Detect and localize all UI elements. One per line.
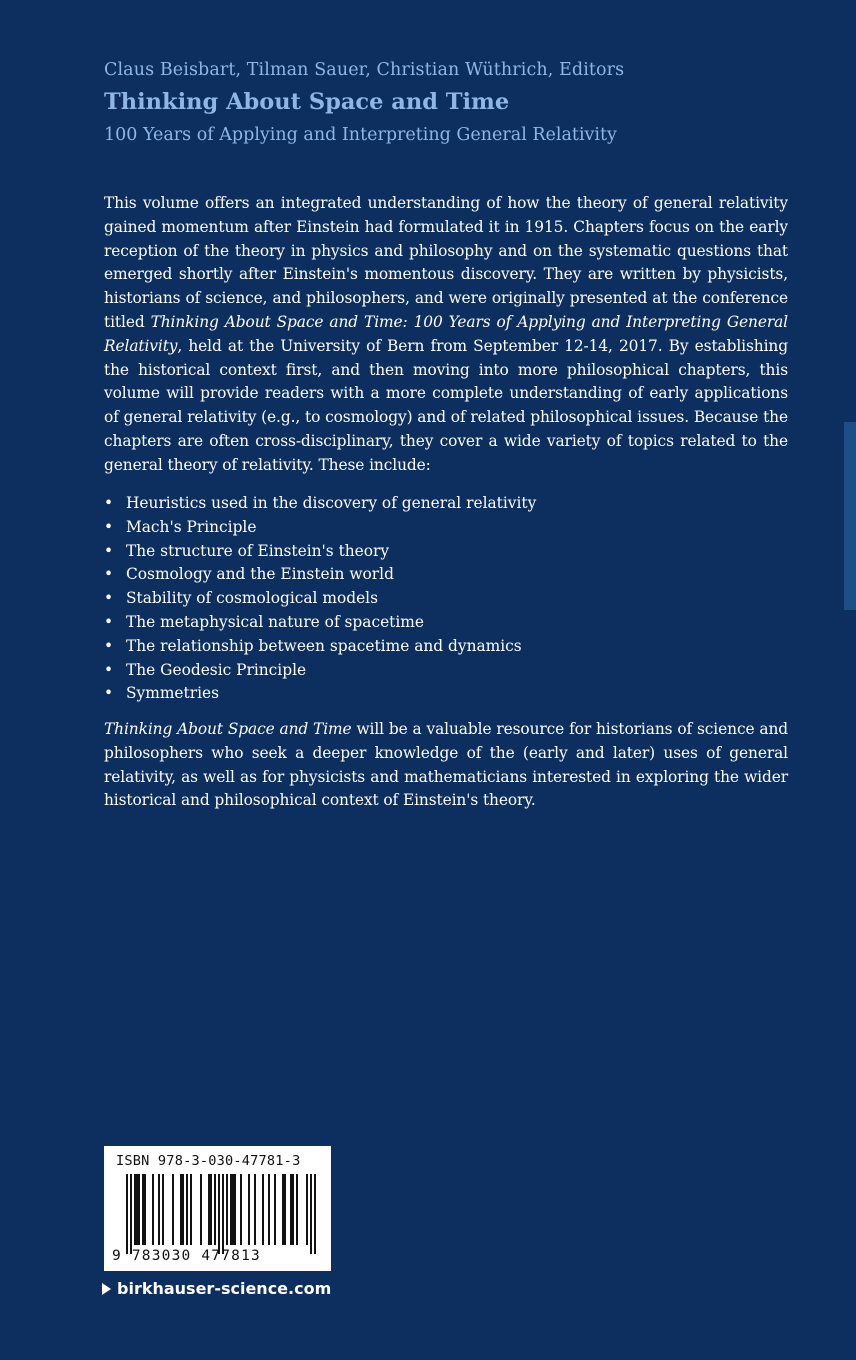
bullet-icon: • [104,660,114,679]
topic-text: Symmetries [126,684,220,703]
topic-text: Mach's Principle [126,517,257,536]
barcode-bar [210,1174,212,1245]
book-subtitle: 100 Years of Applying and Interpreting General Relativity [104,125,617,145]
barcode-bar [126,1174,128,1254]
barcode-bar [152,1174,154,1245]
barcode-bar [182,1174,184,1245]
conference-title: Thinking About Space and Time: 100 Years of Applying and Interpreting General Relativity [104,312,788,355]
barcode-bar [186,1174,188,1245]
barcode-bar [290,1174,292,1245]
topics-list [104,492,536,706]
barcode-bar [158,1174,160,1245]
barcode-bar [284,1174,286,1245]
barcode-bar [310,1174,312,1254]
topic-item [104,540,536,564]
barcode-bar [240,1174,242,1245]
topic-item [104,587,536,611]
topic-item [104,635,536,659]
topic-item [104,516,536,540]
barcode-bar [292,1174,294,1245]
bullet-icon: • [104,684,114,703]
edge-color-strip [844,422,856,610]
topic-item [104,611,536,635]
topic-text: The structure of Einstein's theory [126,541,390,560]
barcode-bar [134,1174,136,1245]
barcode-bar [142,1174,144,1245]
description-paragraph [104,192,788,478]
barcode-bar [226,1174,228,1245]
closing-text: will be a valuable resource for historians of science and philosophers who seek a deeper knowledge of the (early and later) uses of general relativity, as well as for physicists and mathematicians interested in exploring the wider historical and philosophical context of Einstein's theory. [104,720,789,810]
topic-item [104,492,536,516]
barcode-bar [200,1174,202,1245]
topic-item [104,563,536,587]
bullet-icon: • [104,565,114,584]
barcode-bar [314,1174,316,1254]
topic-text: Heuristics used in the discovery of general relativity [126,494,537,512]
topic-text: The metaphysical nature of spacetime [126,612,424,631]
barcode-bar [162,1174,164,1245]
description-text: This volume offers an integrated understanding of how the theory of general relativity gained momentum after Einstein had formulated it in 1915. Chapters focus on the early reception of the theory in physics and philosophy and on the systematic questions that emerged shortly after Einstein's momentous discovery. They are written by physicists, historians of science, and philosophers, and were originally presented at the conference titled [104,194,788,331]
isbn-barcode [104,1146,331,1271]
barcode-bar [172,1174,174,1245]
book-title: Thinking About Space and Time [104,89,510,115]
topic-text: The relationship between spacetime and dynamics [126,636,522,655]
topic-item [104,659,536,683]
barcode-bar [296,1174,298,1245]
closing-book-title: Thinking About Space and Time [104,720,352,738]
barcode-bar [282,1174,284,1245]
bullet-icon: • [104,589,114,608]
barcode-bar [144,1174,146,1245]
barcode-bar [234,1174,236,1245]
arrow-right-icon [102,1283,111,1295]
barcode-bar [254,1174,256,1245]
editors-line: Claus Beisbart, Tilman Sauer, Christian Wüthrich, Editors [104,60,625,80]
publisher-website-text: birkhauser-science.com [117,1279,332,1298]
topic-text: Cosmology and the Einstein world [126,565,394,584]
barcode-bar [218,1174,220,1254]
bullet-icon: • [104,517,114,536]
barcode-bar [248,1174,250,1245]
barcode-bar [138,1174,140,1245]
barcode-bar [136,1174,138,1245]
bullet-icon: • [104,612,114,631]
barcode-bar [208,1174,210,1245]
barcode-bar [190,1174,192,1245]
barcode-bar [232,1174,234,1245]
barcode-bar [262,1174,264,1245]
barcode-bar [306,1174,308,1245]
ean-digits: 9 783030 477813 [112,1248,261,1264]
description-text-continued: , held at the University of Bern from September 12-14, 2017. By establishing the historical context first, and then moving into more philosophical chapters, this volume will provide readers with a more complete understanding of early applications of general relativity (e.g., to cosmology) and of related philosophical issues. Because the chapters are often cross-disciplinary, they cover a wide variety of topics related to the general theory of relativity. These include: [104,336,788,474]
barcode-bar [180,1174,182,1245]
barcode-bar [268,1174,270,1245]
barcode-bar [230,1174,232,1245]
publisher-website-link[interactable] [102,1279,331,1298]
barcode-bar [274,1174,276,1245]
topic-text: Stability of cosmological models [126,589,379,608]
barcode-bar [130,1174,132,1254]
bullet-icon: • [104,494,114,512]
bullet-icon: • [104,541,114,560]
isbn-label: ISBN 978-3-030-47781-3 [116,1153,301,1169]
closing-paragraph [104,718,788,813]
topic-text: The Geodesic Principle [126,660,307,679]
barcode-bar [214,1174,216,1245]
topic-item [104,682,536,706]
bullet-icon: • [104,636,114,655]
barcode-bar [222,1174,224,1254]
